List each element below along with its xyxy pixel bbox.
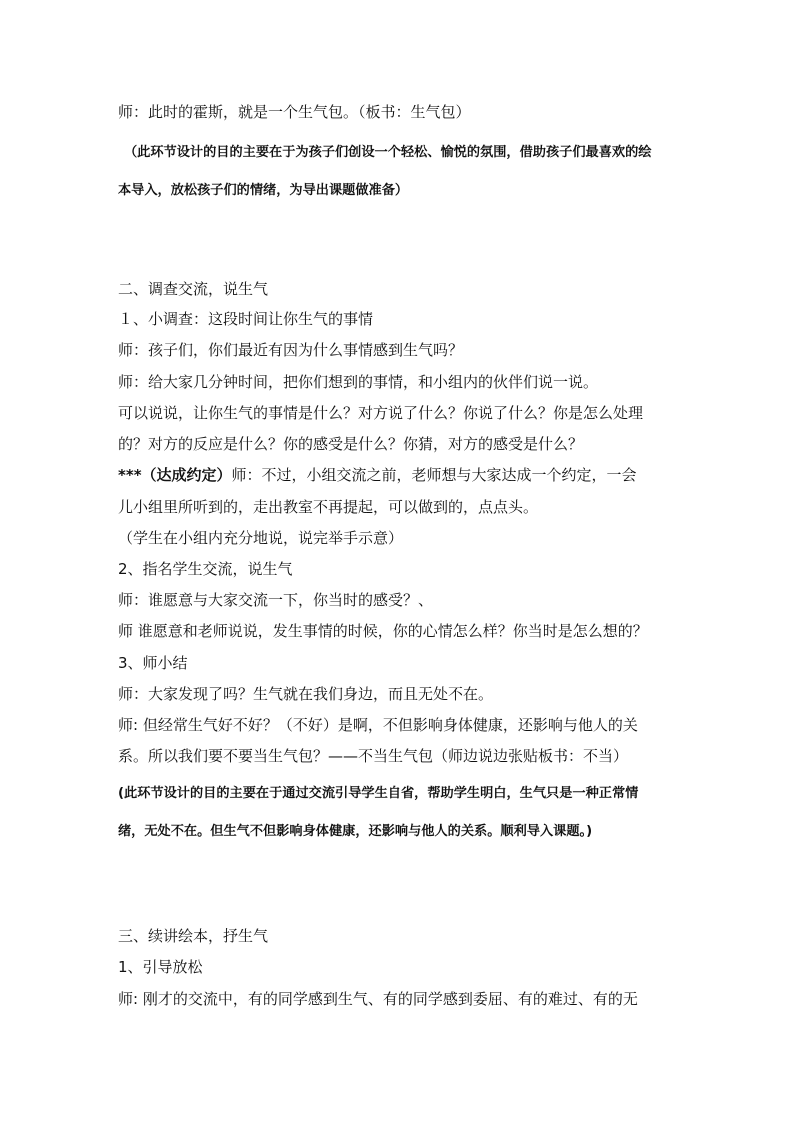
paragraph-line: 师：大家发现了吗？生气就在我们身边，而且无处不在。 [118, 685, 494, 703]
paragraph-line: 师：给大家几分钟时间，把你们想到的事情，和小组内的伙伴们说一说。 [118, 373, 599, 391]
paragraph-line: 的？对方的反应是什么？你的感受是什么？你猜，对方的感受是什么？ [118, 435, 584, 453]
paragraph-line: 师: 刚才的交流中，有的同学感到生气、有的同学感到委屈、有的难过、有的无 [118, 990, 638, 1008]
paragraph-line: 师 谁愿意和老师说说，发生事情的时候，你的心情怎么样？你当时是怎么想的？ [118, 622, 648, 640]
subheading: １、小调查：这段时间让你生气的事情 [118, 310, 374, 328]
paragraph-line: 儿小组里所听到的，走出教室不再提起，可以做到的，点点头。 [118, 498, 539, 516]
paragraph-line: 系。所以我们要不要当生气包？——不当生气包（师边说边张贴板书：不当） [118, 747, 629, 765]
design-note: 绪，无处不在。但生气不但影响身体健康，还影响与他人的关系。顺利导入课题。) [118, 824, 593, 839]
paragraph-line: 师：孩子们，你们最近有因为什么事情感到生气吗？ [118, 341, 464, 359]
agreement-text: 师：不过，小组交流之前，老师想与大家达成一个约定，一会 [231, 466, 637, 484]
subheading: 3、师小结 [118, 654, 188, 672]
section-heading: 二、调查交流，说生气 [118, 280, 269, 298]
document-page [118, 0, 688, 1123]
design-note: 本导入，放松孩子们的情绪，为导出课题做准备） [118, 183, 409, 198]
paragraph-line: 师：谁愿意与大家交流一下，你当时的感受？、 [118, 591, 434, 609]
design-note: （此环节设计的目的主要在于为孩子们创设一个轻松、愉悦的氛围，借助孩子们最喜欢的绘 [124, 145, 652, 160]
teacher-line: 师：此时的霍斯，就是一个生气包。（板书：生气包） [118, 103, 471, 121]
design-note: (此环节设计的目的主要在于通过交流引导学生自省，帮助学生明白，生气只是一种正常情 [118, 786, 639, 801]
subheading: 2、指名学生交流，说生气 [118, 560, 293, 578]
paragraph-line: 可以说说，让你生气的事情是什么？对方说了什么？你说了什么？你是怎么处理 [118, 404, 644, 422]
subheading: 1、引导放松 [118, 958, 203, 976]
agreement-label: ***（达成约定） [118, 466, 232, 484]
paragraph-line: 师: 但经常生气好不好？（不好）是啊，不但影响身体健康，还影响与他人的关 [118, 716, 638, 734]
paragraph-line: （学生在小组内充分地说，说完举手示意） [118, 529, 404, 547]
section-heading: 三、续讲绘本，抒生气 [118, 927, 269, 945]
paragraph-line [118, 465, 637, 485]
